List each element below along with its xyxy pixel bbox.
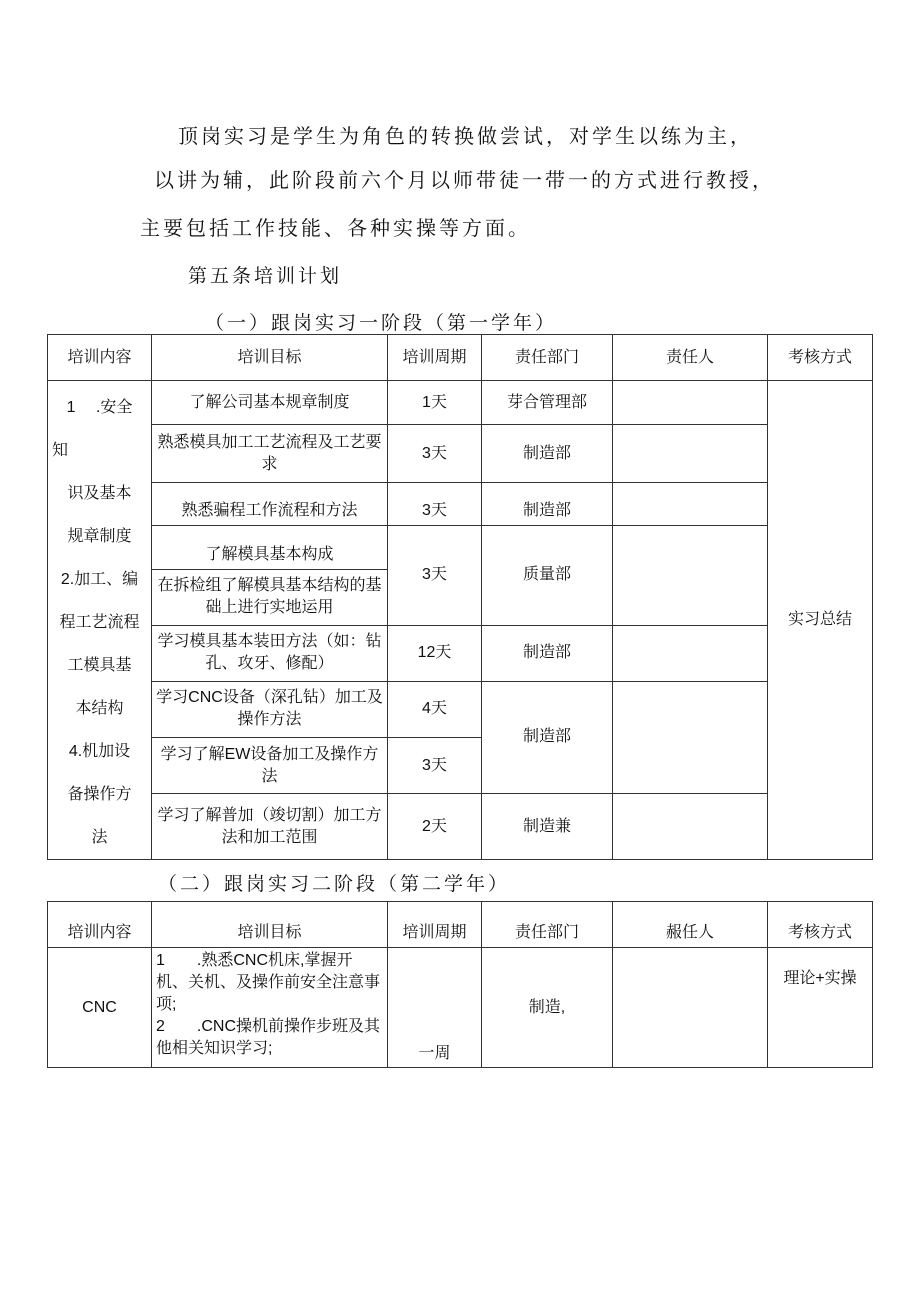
target-cell [152,948,388,1068]
section1-heading: （一）跟岗实习一阶段（第一学年） [205,312,558,334]
target-cell: 学习模具基本装田方法（如：钻孔、攻牙、修配） [152,625,388,681]
target-line: 2 .CNC操机前操作步班及其他相关知识学习; [156,1018,381,1057]
header-dept: 责任部门 [482,335,613,381]
section2-heading: （二）跟岗实习二阶段（第二学年） [158,873,511,895]
header-period: 培训周期 [388,335,482,381]
target-cell: 熟悉模具加工工艺流程及工艺要求 [152,425,388,483]
content-cell: CNC [48,948,152,1068]
training-plan-table-1 [47,334,873,860]
period-cell: 2天 [388,794,482,860]
table-row [48,526,873,570]
person-cell [613,794,768,860]
period-cell: 12天 [388,625,482,681]
header-assessment: 考核方式 [768,902,873,948]
target-cell: 熟悉骗程工作流程和方法 [152,483,388,526]
training-plan-table-2 [47,901,873,1068]
header-content: 培训内容 [48,335,152,381]
target-cell: 了解模具基本构成 [152,526,388,570]
intro-line-3: 主要包括工作技能、各种实操等方面。 [140,216,531,240]
period-cell: 3天 [388,483,482,526]
target-line: 1 .熟悉CNC机床,掌握开机、关机、及操作前安全注意事项; [156,952,381,1013]
table-row [48,794,873,860]
period-cell: 4天 [388,681,482,738]
table-row [48,625,873,681]
table-row [48,381,873,425]
content-line: 知 [52,442,69,459]
dept-cell: 制造部 [482,425,613,483]
dept-cell: 制造, [482,948,613,1068]
content-line: 程工艺流程 [59,614,140,631]
article-heading: 第五条培训计划 [188,265,343,287]
dept-cell: 芽合管理部 [482,381,613,425]
intro-line-1: 顶岗实习是学生为角色的转换做尝试，对学生以练为主， [178,124,753,148]
content-line: 法 [91,829,108,846]
dept-cell: 制造兼 [482,794,613,860]
table-row [48,681,873,738]
person-cell [613,483,768,526]
person-cell [613,625,768,681]
period-cell: 3天 [388,425,482,483]
intro-line-2: 以讲为辅，此阶段前六个月以师带徒一带一的方式进行教授， [154,168,775,192]
content-line: 工模具基 [67,657,132,674]
header-content: 培训内容 [48,902,152,948]
person-cell [613,381,768,425]
content-line: 备操作方 [67,786,132,803]
content-line: 4.机加设 [68,743,131,760]
header-target: 培训目标 [152,335,388,381]
target-cell: 学习CNC设备（深孔钻）加工及操作方法 [152,681,388,738]
period-cell: 3天 [388,738,482,794]
assessment-cell: 理论+实操 [768,948,873,1068]
target-cell: 了解公司基本规章制度 [152,381,388,425]
header-period: 培训周期 [388,902,482,948]
target-cell: 学习了解普加（竣切割）加工方法和加工范围 [152,794,388,860]
target-cell: 在拆检组了解模具基本结构的基础上进行实地运用 [152,569,388,625]
assessment-cell: 实习总结 [768,381,873,860]
table-row [48,483,873,526]
content-line: 本结构 [75,700,124,717]
header-target: 培训目标 [152,902,388,948]
dept-cell: 制造部 [482,483,613,526]
training-content-cell [48,381,152,860]
table-header-row [48,902,873,948]
table-row [48,425,873,483]
dept-cell: 制造部 [482,625,613,681]
header-person: 赧任人 [613,902,768,948]
header-person: 责任人 [613,335,768,381]
content-line: 2.加工、编 [60,571,139,588]
person-cell [613,526,768,626]
header-dept: 责任部门 [482,902,613,948]
period-cell: 3天 [388,526,482,626]
period-cell: 一周 [388,948,482,1068]
table-row [48,948,873,1068]
dept-cell: 质量部 [482,526,613,626]
header-assessment: 考核方式 [768,335,873,381]
person-cell [613,425,768,483]
period-cell: 1天 [388,381,482,425]
content-line: 1 .安全 [66,399,133,416]
content-line: 识及基本 [67,485,132,502]
content-line: 规章制度 [67,528,132,545]
dept-cell: 制造部 [482,681,613,794]
person-cell [613,948,768,1068]
table-header-row [48,335,873,381]
target-cell: 学习了解EW设备加工及操作方法 [152,738,388,794]
person-cell [613,681,768,794]
